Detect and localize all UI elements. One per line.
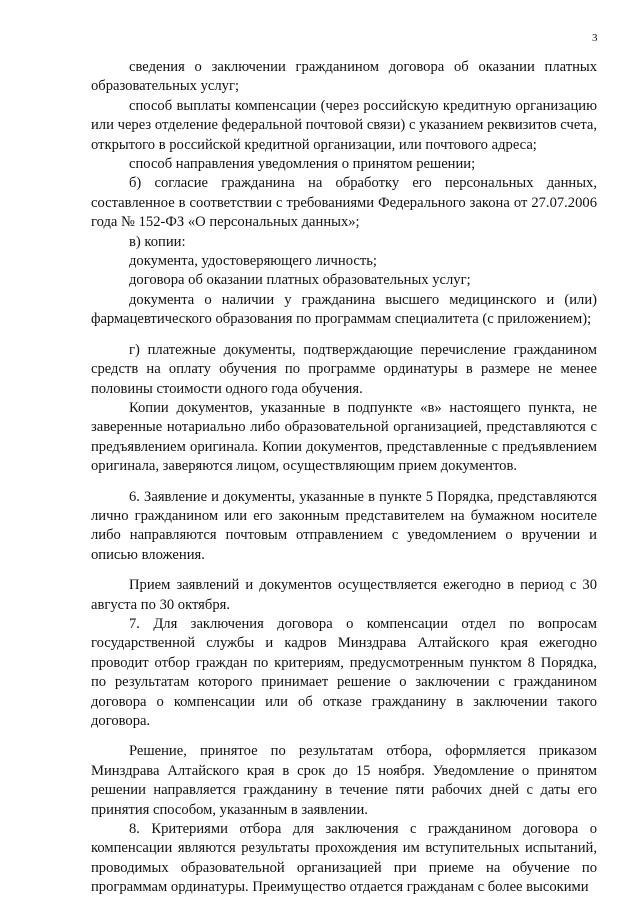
- paragraph: Копии документов, указанные в подпункте «в» настоящего пункта, не заверенные нотариально либо образовательной организацией, представляются с предъявлением оригинала. Копии документов, представленные с предъявлением оригинала, заверяются лицом, осуществляющим прием документов.: [91, 399, 597, 475]
- paragraph: 7. Для заключения договора о компенсации отдел по вопросам государственной службы и кадров Минздрава Алтайского края ежегодно проводит отбор граждан по критериям, предусмотренным пунктом 8 Порядка, по результатам которого принимает решение о заключении с гражданином договора о компенсации или об отказе гражданину в заключении такого договора.: [91, 615, 597, 729]
- paragraph: 6. Заявление и документы, указанные в пункте 5 Порядка, представляются лично гражданином или его законным представителем на бумажном носителе либо направляются почтовым отправлением с уведомлением о вручении и описью вложения.: [91, 488, 597, 563]
- paragraph: г) платежные документы, подтверждающие перечисление гражданином средств на оплату обучения по программе ординатуры в размере не менее половины стоимости одного года обучения.: [91, 341, 597, 397]
- paragraph: способ выплаты компенсации (через российскую кредитную организацию или через отделение федеральной почтовой связи) с указанием реквизитов счета, открытого в российской кредитной организации, или почтового адреса;: [91, 97, 597, 153]
- paragraph: в) копии:: [129, 233, 186, 250]
- paragraph: Прием заявлений и документов осуществляется ежегодно в период с 30 августа по 30 октября.: [91, 577, 597, 613]
- paragraph: 8. Критериями отбора для заключения с гражданином договора о компенсации являются результаты прохождения им вступительных испытаний, проводимых образовательной организацией при приеме на обучение по программам ординатуры. Преимущество отдается гражданам с более высокими: [91, 821, 597, 896]
- paragraph: Решение, принятое по результатам отбора, оформляется приказом Минздрава Алтайского края в срок до 15 ноября. Уведомление о принятом решении направляется гражданину в течение пяти рабочих дней с даты его принятия способом, указанным в заявлении.: [91, 743, 597, 818]
- paragraph: сведения о заключении гражданином договора об оказании платных образовательных услуг;: [91, 59, 597, 95]
- paragraph: документа, удостоверяющего личность;: [129, 253, 377, 270]
- paragraph: б) согласие гражданина на обработку его персональных данных, составленное в соответствии с требованиями Федерального закона от 27.07.2006 года № 152-ФЗ «О персональных данных»;: [91, 175, 597, 231]
- page-number: 3: [592, 32, 598, 44]
- document-body: [91, 58, 597, 898]
- paragraph: документа о наличии у гражданина высшего медицинского и (или) фармацевтического образования по программам специалитета (с приложением);: [91, 291, 597, 328]
- paragraph: договора об оказании платных образовательных услуг;: [129, 272, 471, 289]
- paragraph: способ направления уведомления о принятом решении;: [129, 156, 476, 173]
